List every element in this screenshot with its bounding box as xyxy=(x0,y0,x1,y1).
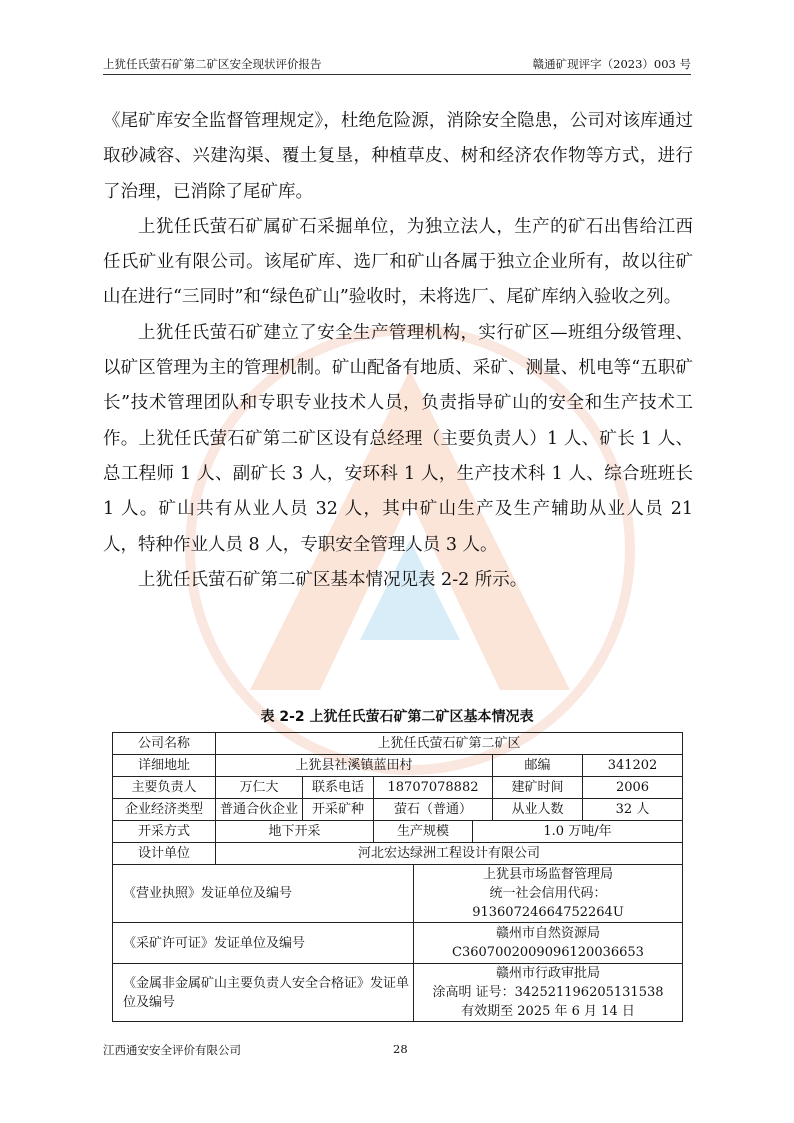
safety-certificate-issuer: 赣州市行政审批局 xyxy=(496,966,601,981)
safety-certificate-holder: 涂高明 证号：342521196205131538 xyxy=(432,985,664,1000)
business-license-label: 《营业执照》发证单位及编号 xyxy=(113,865,414,923)
table-row xyxy=(113,821,683,843)
mineral-label: 开采矿种 xyxy=(303,799,374,821)
mining-permit-issuer: 赣州市自然资源局 xyxy=(496,926,601,941)
mining-method-value: 地下开采 xyxy=(216,821,374,843)
address-value: 上犹县社溪镇蓝田村 xyxy=(216,755,493,777)
table-row xyxy=(113,923,683,964)
business-license-issuer: 上犹县市场监督管理局 xyxy=(483,867,614,882)
company-label: 公司名称 xyxy=(113,733,216,755)
econ-value: 普通合伙企业 xyxy=(216,799,303,821)
scale-value: 1.0 万吨/年 xyxy=(473,821,683,843)
postcode-value: 341202 xyxy=(583,755,683,777)
page-header xyxy=(103,52,691,75)
econ-label: 企业经济类型 xyxy=(113,799,216,821)
table-row xyxy=(113,733,683,755)
principal-value: 万仁大 xyxy=(216,777,303,799)
business-license-value xyxy=(414,865,683,923)
safety-certificate-value xyxy=(414,964,683,1022)
principal-label: 主要负责人 xyxy=(113,777,216,799)
table-caption: 表 2-2 上犹任氏萤石矿第二矿区基本情况表 xyxy=(260,709,534,725)
header-document-number: 赣通矿现评字（2023）003 号 xyxy=(532,57,691,71)
footer-company: 江西通安安全评价有限公司 xyxy=(103,1043,241,1057)
design-value: 河北宏达绿洲工程设计有限公司 xyxy=(216,843,683,865)
built-label: 建矿时间 xyxy=(493,777,583,799)
basic-info-table xyxy=(112,732,683,1022)
mining-permit-number: C3607002009096120036653 xyxy=(452,945,644,960)
mining-permit-value xyxy=(414,923,683,964)
staff-label: 从业人数 xyxy=(493,799,583,821)
paragraph-4: 上犹任氏萤石矿第二矿区基本情况见表 2-2 所示。 xyxy=(138,569,528,590)
paragraph-3: 上犹任氏萤石矿建立了安全生产管理机构，实行矿区—班组分级管理、以矿区管理为主的管理机制。矿山配备有地质、采矿、测量、机电等“五职矿长”技术管理团队和专职专业技术人员，负责指导矿山的安全和生产技术工作。上犹任氏萤石矿第二矿区设有总经理（主要负责人）1 人、矿长 1 人、总工程师 1 人、副矿长 3 人，安环科 1 人，生产技术科 1 人、综合班班长 1 人。矿山共有从业人员 32 人，其中矿山生产及生产辅助从业人员 21 人，特种作业人员 8 人，专职安全管理人员 3 人。 xyxy=(103,322,693,555)
staff-value: 32 人 xyxy=(583,799,683,821)
safety-certificate-label: 《金属非金属矿山主要负责人安全合格证》发证单位及编号 xyxy=(113,964,414,1022)
phone-value: 18707078882 xyxy=(374,777,493,799)
address-label: 详细地址 xyxy=(113,755,216,777)
table-row xyxy=(113,865,683,923)
table-row xyxy=(113,755,683,777)
paragraph-2: 上犹任氏萤石矿属矿石采掘单位，为独立法人，生产的矿石出售给江西任氏矿业有限公司。该尾矿库、选厂和矿山各属于独立企业所有，故以往矿山在进行“三同时”和“绿色矿山”验收时，未将选厂、尾矿库纳入验收之列。 xyxy=(103,216,693,308)
paragraph-1: 《尾矿库安全监督管理规定》，杜绝危险源，消除安全隐患，公司对该库通过取砂减容、兴建沟渠、覆土复垦，种植草皮、树和经济农作物等方式，进行了治理，已消除了尾矿库。 xyxy=(103,111,693,202)
postcode-label: 邮编 xyxy=(493,755,583,777)
built-value: 2006 xyxy=(583,777,683,799)
business-license-number: 统一社会信用代码：91360724664752264U xyxy=(472,886,624,920)
table-row xyxy=(113,799,683,821)
table-row xyxy=(113,964,683,1022)
design-label: 设计单位 xyxy=(113,843,216,865)
header-report-title: 上犹任氏萤石矿第二矿区安全现状评价报告 xyxy=(103,57,322,71)
table-row xyxy=(113,843,683,865)
company-value: 上犹任氏萤石矿第二矿区 xyxy=(216,733,683,755)
table-row xyxy=(113,777,683,799)
phone-label: 联系电话 xyxy=(303,777,374,799)
scale-label: 生产规模 xyxy=(374,821,473,843)
mineral-value: 萤石（普通） xyxy=(374,799,493,821)
mining-permit-label: 《采矿许可证》发证单位及编号 xyxy=(113,923,414,964)
body-text xyxy=(103,104,693,598)
page-number: 28 xyxy=(393,1042,408,1056)
safety-certificate-validity: 有效期至 2025 年 6 月 14 日 xyxy=(461,1004,635,1019)
mining-method-label: 开采方式 xyxy=(113,821,216,843)
